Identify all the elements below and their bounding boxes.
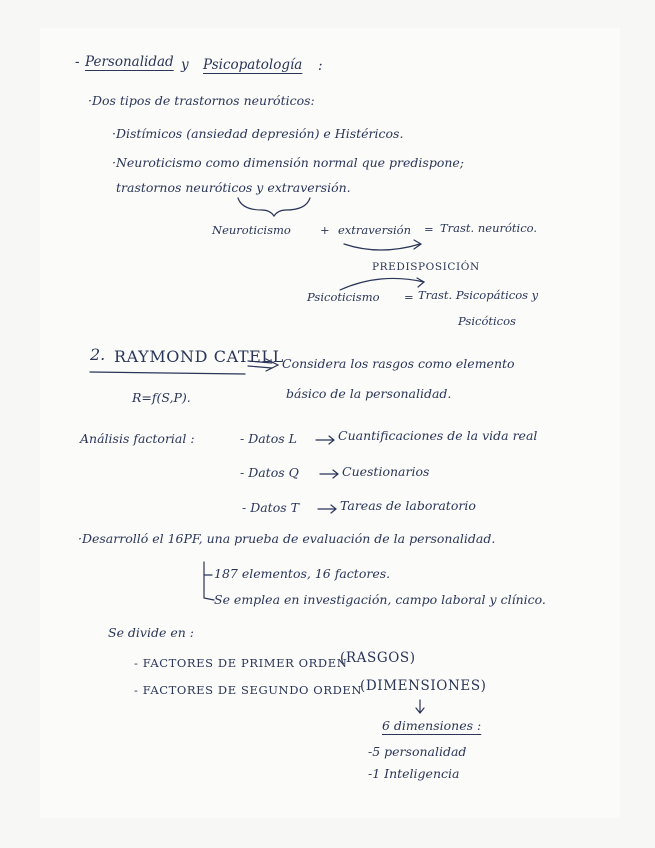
factor2-label: - FACTORES DE SEGUNDO ORDEN	[134, 683, 363, 697]
datos-q-desc: Cuestionarios	[342, 464, 430, 479]
catell-formula: R=f(S,P).	[132, 390, 191, 405]
sub-se-emplea: Se emplea en investigación, campo laboral y clínico.	[214, 592, 546, 607]
seis-dimensiones: 6 dimensiones :	[382, 718, 482, 733]
curved-arrow-2-head	[417, 278, 424, 287]
section2-title: RAYMOND CATELL	[114, 347, 284, 366]
catell-underline	[90, 372, 245, 374]
heading-personalidad: Personalidad	[85, 54, 174, 70]
factor2-paren: (DIMENSIONES)	[360, 678, 487, 694]
formula1-equals: =	[424, 222, 434, 236]
heading-psicopatologia: Psicopatología	[203, 57, 303, 73]
heading-dash: -	[75, 54, 80, 70]
datos-t-arrow	[318, 505, 336, 513]
catell-definition-line2: básico de la personalidad.	[286, 386, 452, 401]
datos-l-label: - Datos L	[240, 431, 297, 446]
formula2-equals: =	[404, 290, 414, 304]
formula1-extraversion: extraversión	[338, 223, 411, 237]
datos-t-label: - Datos T	[242, 500, 299, 515]
datos-q-arrow	[320, 470, 338, 478]
formula2-psicoticismo: Psicoticismo	[307, 290, 380, 304]
predisposicion-label: PREDISPOSICIÓN	[372, 261, 480, 273]
bullet-16pf: ·Desarrolló el 16PF, una prueba de evaluación de la personalidad.	[78, 531, 496, 546]
se-divide-label: Se divide en :	[108, 625, 194, 640]
bullet-tipos-trastornos: ·Dos tipos de trastornos neuróticos:	[88, 93, 315, 108]
brace-under-line	[238, 198, 310, 216]
factor1-label: - FACTORES DE PRIMER ORDEN	[134, 656, 348, 670]
formula1-neuroticismo: Neuroticismo	[212, 223, 291, 237]
catell-definition-line1: Considera los rasgos como elemento	[282, 356, 515, 371]
datos-l-desc: Cuantificaciones de la vida real	[338, 428, 538, 443]
formula1-plus: +	[320, 223, 330, 237]
dim-inteligencia: -1 Inteligencia	[368, 766, 460, 781]
analisis-factorial-label: Análisis factorial :	[80, 431, 195, 446]
datos-q-label: - Datos Q	[240, 465, 299, 480]
heading-colon: :	[318, 58, 323, 74]
item-neuroticismo-line2: trastornos neuróticos y extraversión.	[116, 180, 351, 195]
datos-l-arrow	[316, 436, 334, 444]
pf-branch-line	[204, 562, 214, 600]
formula1-result: Trast. neurótico.	[440, 221, 538, 235]
item-neuroticismo-line1: ·Neuroticismo como dimensión normal que predispone;	[112, 155, 465, 170]
catell-arrow-head	[266, 359, 278, 371]
datos-t-desc: Tareas de laboratorio	[340, 498, 476, 513]
sub-187-elementos: 187 elementos, 16 factores.	[214, 566, 391, 581]
heading-conjunction: y	[181, 57, 189, 73]
dimensiones-down-arrow	[416, 700, 424, 713]
curved-arrow-2	[340, 278, 424, 290]
section2-number: 2.	[90, 345, 106, 364]
formula2-result-line2: Psicóticos	[458, 314, 516, 328]
factor1-paren: (RASGOS)	[340, 650, 416, 666]
item-distimicos: ·Distímicos (ansiedad depresión) e Histéricos.	[112, 126, 404, 141]
catell-arrow-bot	[248, 366, 272, 368]
dim-personalidad: -5 personalidad	[368, 744, 467, 759]
curved-arrow-1	[344, 244, 420, 250]
formula2-result-line1: Trast. Psicopáticos y	[418, 288, 539, 302]
catell-arrow-top	[248, 361, 272, 363]
